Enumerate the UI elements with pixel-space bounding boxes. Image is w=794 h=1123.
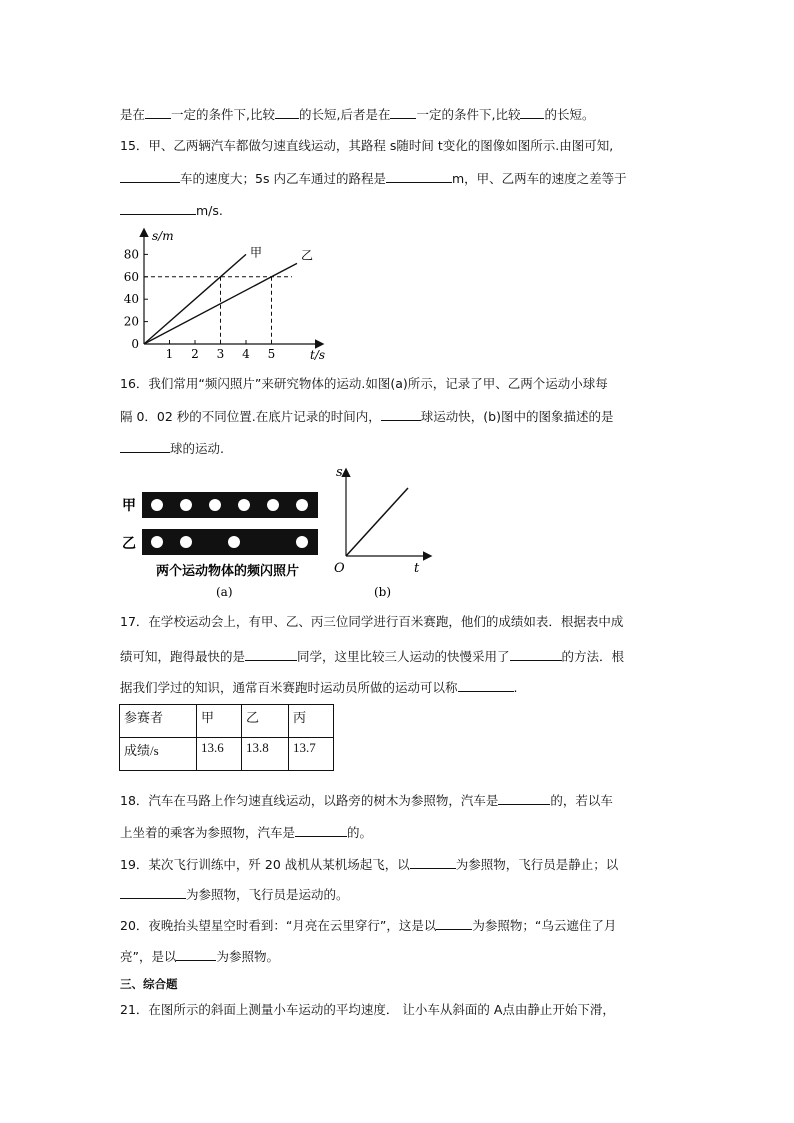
series-line-jia — [144, 254, 246, 344]
photo-caption: 两个运动物体的频闪照片 — [156, 564, 300, 579]
y-axis-label: s/m — [152, 229, 174, 243]
answer-blank[interactable] — [120, 886, 186, 899]
answer-blank[interactable] — [145, 106, 171, 119]
table-cell: 13.8 — [242, 738, 289, 771]
axis-t-label: t — [414, 561, 420, 576]
answer-blank[interactable] — [245, 648, 297, 661]
q16-line-3: 球的运动. — [120, 440, 224, 457]
table-header-cell: 参赛者 — [120, 705, 197, 738]
label-b: (b) — [374, 585, 392, 599]
q20-line-1: 20．夜晚抬头望星空时看到：“月亮在云里穿行”，这是以 为参照物；“乌云遮住了月 — [120, 918, 617, 933]
q18-line-1: 18．汽车在马路上作匀速直线运动，以路旁的树木为参照物，汽车是 的，若以车 — [120, 793, 613, 808]
answer-blank[interactable] — [176, 948, 216, 961]
y-tick-label: 0 — [131, 337, 139, 351]
answer-blank[interactable] — [520, 106, 544, 119]
q16-figure — [118, 462, 438, 602]
answer-blank[interactable] — [275, 106, 299, 119]
y-tick-label: 40 — [123, 292, 139, 307]
answer-blank[interactable] — [458, 679, 514, 692]
answer-blank[interactable] — [295, 824, 347, 837]
table-cell: 13.6 — [197, 738, 242, 771]
answer-blank[interactable] — [510, 648, 562, 661]
q17-line-2: 绩可知，跑得最快的是 同学，这里比较三人运动的快慢采用了 的方法．根 — [120, 649, 625, 664]
q17-line-1: 17．在学校运动会上，有甲、乙、丙三位同学进行百米赛跑，他们的成绩如表．根据表中成 — [120, 614, 624, 629]
y-tick-label: 60 — [123, 269, 139, 284]
row-label-jia: 甲 — [122, 498, 136, 514]
q21-line-1: 21．在图所示的斜面上测量小车运动的平均速度． 让小车从斜面的 A点由静止开始下滑， — [120, 1002, 615, 1017]
table-header-cell: 丙 — [289, 705, 334, 738]
table-row — [120, 705, 334, 738]
q19-line-2: 为参照物，飞行员是运动的。 — [120, 886, 349, 903]
x-tick-label: 5 — [267, 347, 276, 361]
series-label: 甲 — [250, 245, 263, 260]
series-label: 乙 — [301, 248, 314, 263]
graph-axes — [124, 229, 325, 362]
q20-line-2: 亮”，是以 为参照物。 — [120, 949, 279, 964]
x-tick-label: 3 — [216, 347, 225, 361]
q15-line-3: m/s. — [120, 202, 223, 219]
results-table — [119, 704, 334, 771]
q14-tail-line: 是在 一定的条件下,比较 的长短,后者是在 一定的条件下,比较 的长短。 — [120, 107, 595, 122]
x-tick-label: 4 — [242, 347, 250, 361]
y-tick-label: 20 — [123, 314, 139, 329]
strip-jia — [142, 492, 318, 518]
graph-b-line — [346, 488, 408, 556]
q15-st-graph — [118, 222, 338, 364]
table-header-cell: 乙 — [242, 705, 289, 738]
answer-blank[interactable] — [120, 202, 196, 215]
label-a: (a) — [216, 585, 233, 599]
axis-s-label: s — [336, 465, 343, 480]
x-axis-label: t/s — [310, 348, 326, 362]
q18-line-2: 上坐着的乘客为参照物，汽车是 的。 — [120, 825, 373, 840]
answer-blank[interactable] — [386, 170, 452, 183]
answer-blank[interactable] — [120, 170, 180, 183]
origin-label: O — [334, 561, 345, 576]
x-tick-label: 2 — [191, 347, 199, 361]
table-cell: 成绩/s — [120, 738, 197, 771]
answer-blank[interactable] — [436, 917, 472, 930]
series-line-yi — [144, 263, 297, 344]
row-label-yi: 乙 — [122, 536, 136, 552]
q16-line-1: 16．我们常用“频闪照片”来研究物体的运动.如图(a)所示，记录了甲、乙两个运动小球每 — [120, 376, 608, 391]
q15-line-2: 车的速度大；5s 内乙车通过的路程是 m，甲、乙两车的速度之差等于 — [120, 170, 627, 187]
q19-line-1: 19．某次飞行训练中，歼 20 战机从某机场起飞，以 为参照物，飞行员是静止；以 — [120, 857, 619, 872]
q16-line-2: 隔 0．02 秒的不同位置.在底片记录的时间内， 球运动快，(b)图中的图象描述的是 — [120, 409, 614, 424]
answer-blank[interactable] — [381, 408, 421, 421]
q15-line-1: 15．甲、乙两辆汽车都做匀速直线运动，其路程 s随时间 t变化的图像如图所示.由图可知, — [120, 138, 614, 153]
y-tick-label: 80 — [123, 247, 139, 262]
answer-blank[interactable] — [390, 106, 416, 119]
answer-blank[interactable] — [410, 856, 456, 869]
table-row — [120, 738, 334, 771]
q17-line-3: 据我们学过的知识，通常百米赛跑时运动员所做的运动可以称 . — [120, 680, 518, 695]
table-cell: 13.7 — [289, 738, 334, 771]
answer-blank[interactable] — [120, 440, 170, 453]
table-header-cell: 甲 — [197, 705, 242, 738]
x-tick-label: 1 — [165, 347, 174, 361]
answer-blank[interactable] — [498, 792, 550, 805]
graph-plot — [144, 245, 313, 344]
section-heading: 三、综合题 — [120, 977, 178, 991]
